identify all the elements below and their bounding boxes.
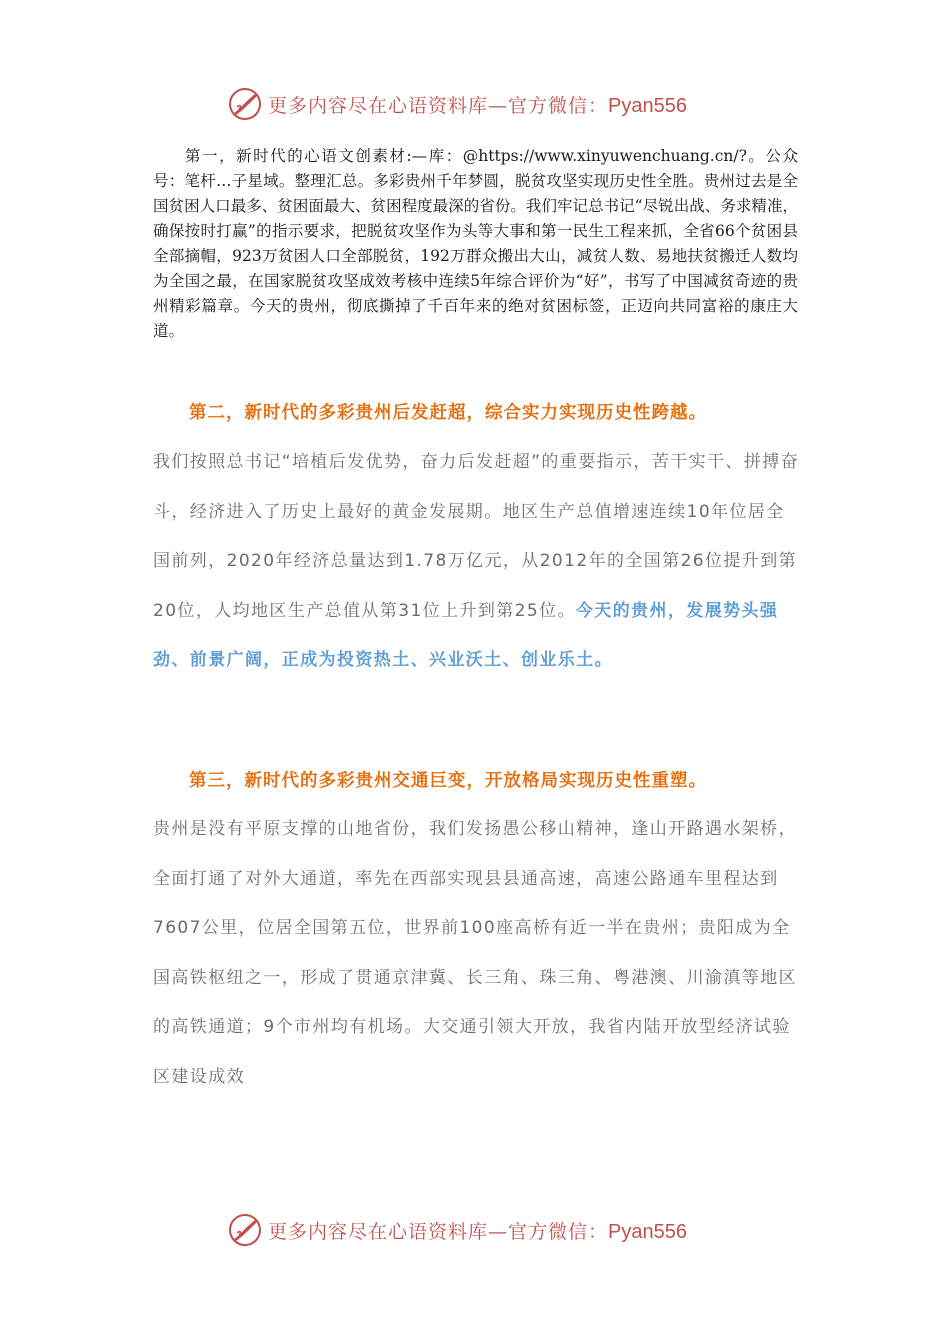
paragraph-section-1: 第一，新时代的心语文创素材:—库：@https://www.xinyuwenchuang.cn/?。公众号：笔杆…子星域。整理汇总。多彩贵州千年梦圆，脱贫攻坚实现历史性全胜。贵州过去是全国贫困人口最多、贫困面最大、贫困程度最深的省份。我们牢记总书记“尽锐出战、务求精准，确保按时打赢”的指示要求，把脱贫攻坚作为头等大事和第一民生工程来抓，全省66个贫困县全部摘帽，923万贫困人口全部脱贫，192万群众搬出大山，减贫人数、易地扶贫搬迁人数均为全国之最，在国家脱贫攻坚成效考核中连续5年综合评价为“好”，书写了中国减贫奇迹的贵州精彩篇章。今天的贵州，彻底撕掉了千百年来的绝对贫困标签，正迈向共同富裕的康庄大道。 bbox=[153, 147, 798, 340]
page-header-top bbox=[0, 84, 950, 124]
section-2-body-text: 我们按照总书记“培植后发优势，奋力后发赶超”的重要指示，苦干实干、拼搏奋斗，经济进入了历史上最好的黄金发展期。地区生产总值增速连续10年位居全国前列，2020年经济总量达到1.78万亿元，从2012年的全国第26位提升到第20位，人均地区生产总值从第31位上升到第25位。 bbox=[153, 452, 800, 621]
header-text: 更多内容尽在心语资料库—官方微信：Pyan556 bbox=[268, 94, 687, 117]
footer-wechat-id: Pyan556 bbox=[608, 1220, 687, 1243]
section-2-highlight-text: 今天的贵州，发展势头强劲、前景广阔，正成为投资热土、兴业沃土、创业乐土。 bbox=[153, 600, 779, 670]
pen-logo-icon bbox=[228, 1213, 262, 1247]
heading-section-3: 第三，新时代的多彩贵州交通巨变，开放格局实现历史性重塑。 bbox=[189, 771, 707, 791]
header-wechat-id: Pyan556 bbox=[608, 94, 687, 117]
page-footer-watermark bbox=[0, 1210, 950, 1250]
paragraph-section-3: 贵州是没有平原支撑的山地省份，我们发扬愚公移山精神，逢山开路遇水架桥，全面打通了对外大通道，率先在西部实现县县通高速，高速公路通车里程达到7607公里，位居全国第五位，世界前100座高桥有近一半在贵州；贵阳成为全国高铁枢纽之一，形成了贯通京津冀、长三角、珠三角、粤港澳、川渝滇等地区的高铁通道；9个市州均有机场。大交通引领大开放，我省内陆开放型经济试验区建设成效 bbox=[153, 819, 797, 1087]
heading-section-2: 第二，新时代的多彩贵州后发赶超，综合实力实现历史性跨越。 bbox=[189, 403, 707, 423]
pen-logo-icon bbox=[228, 87, 262, 121]
paragraph-section-2 bbox=[153, 438, 803, 686]
footer-text: 更多内容尽在心语资料库—官方微信：Pyan556 bbox=[268, 1220, 687, 1243]
